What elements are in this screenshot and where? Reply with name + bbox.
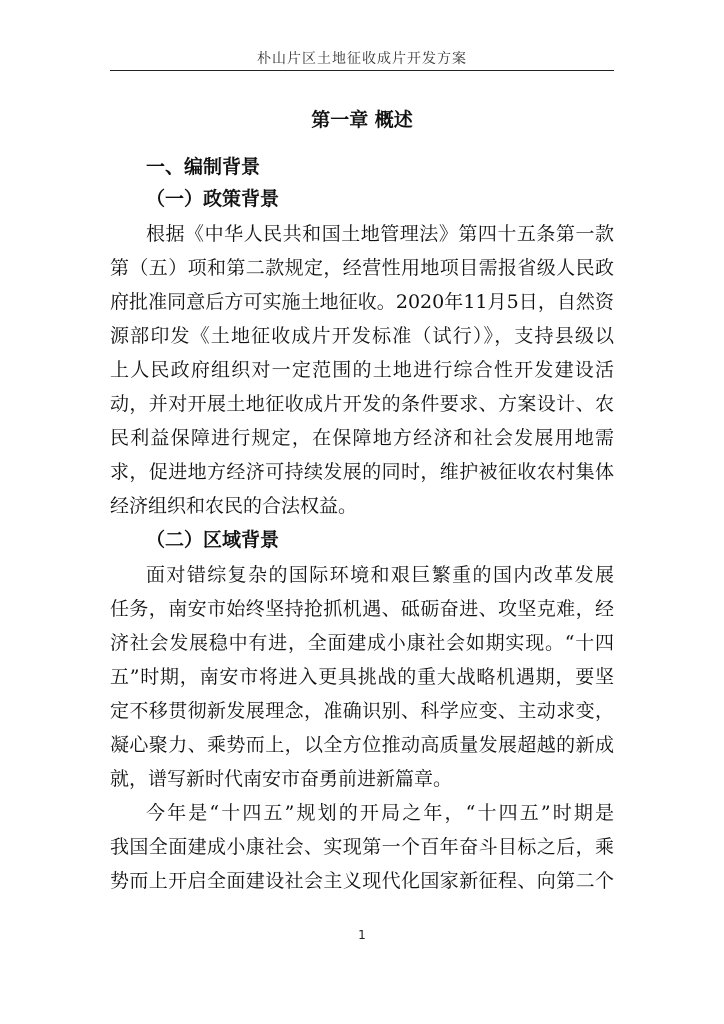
paragraph-line: 今年是“十四五”规划的开局之年，“十四五”时期是 bbox=[146, 802, 614, 824]
paragraph-line: 民利益保障进行规定，在保障地方经济和社会发展用地需 bbox=[110, 427, 614, 449]
page-header-title: 朴山片区土地征收成片开发方案 bbox=[257, 51, 467, 67]
paragraph-line: 动，并对开展土地征收成片开发的条件要求、方案设计、农 bbox=[110, 393, 614, 415]
paragraph-line: 五”时期，南安市将进入更具挑战的重大战略机遇期，要坚 bbox=[110, 666, 614, 688]
paragraph-line: 经济组织和农民的合法权益。 bbox=[110, 495, 358, 517]
paragraph-line: 定不移贯彻新发展理念，准确识别、科学应变、主动求变， bbox=[110, 700, 614, 722]
paragraph-line: 我国全面建成小康社会、实现第一个百年奋斗目标之后，乘 bbox=[110, 836, 614, 858]
paragraph-line: 上人民政府组织对一定范围的土地进行综合性开发建设活 bbox=[110, 359, 614, 381]
paragraph-line: 第（五）项和第二款规定，经营性用地项目需报省级人民政 bbox=[110, 257, 614, 279]
chapter-title: 第一章 概述 bbox=[311, 109, 413, 131]
header-divider bbox=[110, 70, 614, 71]
paragraph-line: 根据《中华人民共和国土地管理法》第四十五条第一款 bbox=[146, 223, 614, 245]
paragraph-line: 源部印发《土地征收成片开发标准（试行）》，支持县级以 bbox=[110, 325, 614, 347]
paragraph-line: 凝心聚力、乘势而上，以全方位推动高质量发展超越的新成 bbox=[110, 734, 614, 756]
paragraph-line: 济社会发展稳中有进，全面建成小康社会如期实现。“十四 bbox=[110, 632, 614, 654]
paragraph-line: 势而上开启全面建设社会主义现代化国家新征程、向第二个 bbox=[110, 870, 614, 892]
paragraph-line: 就，谱写新时代南安市奋勇前进新篇章。 bbox=[110, 768, 453, 790]
section-heading-background: 一、编制背景 bbox=[146, 156, 261, 178]
paragraph-line: 任务，南安市始终坚持抢抓机遇、砥砺奋进、攻坚克难，经 bbox=[110, 598, 614, 620]
paragraph-line: 求，促进地方经济可持续发展的同时，维护被征收农村集体 bbox=[110, 461, 614, 483]
page-number: 1 bbox=[358, 928, 366, 942]
paragraph-line: 府批准同意后方可实施土地征收。2020年11月5日，自然资 bbox=[110, 291, 614, 313]
subsection-heading-policy: （一）政策背景 bbox=[146, 188, 280, 210]
subsection-heading-regional: （二）区域背景 bbox=[146, 529, 280, 551]
paragraph-line: 面对错综复杂的国际环境和艰巨繁重的国内改革发展 bbox=[146, 564, 614, 586]
